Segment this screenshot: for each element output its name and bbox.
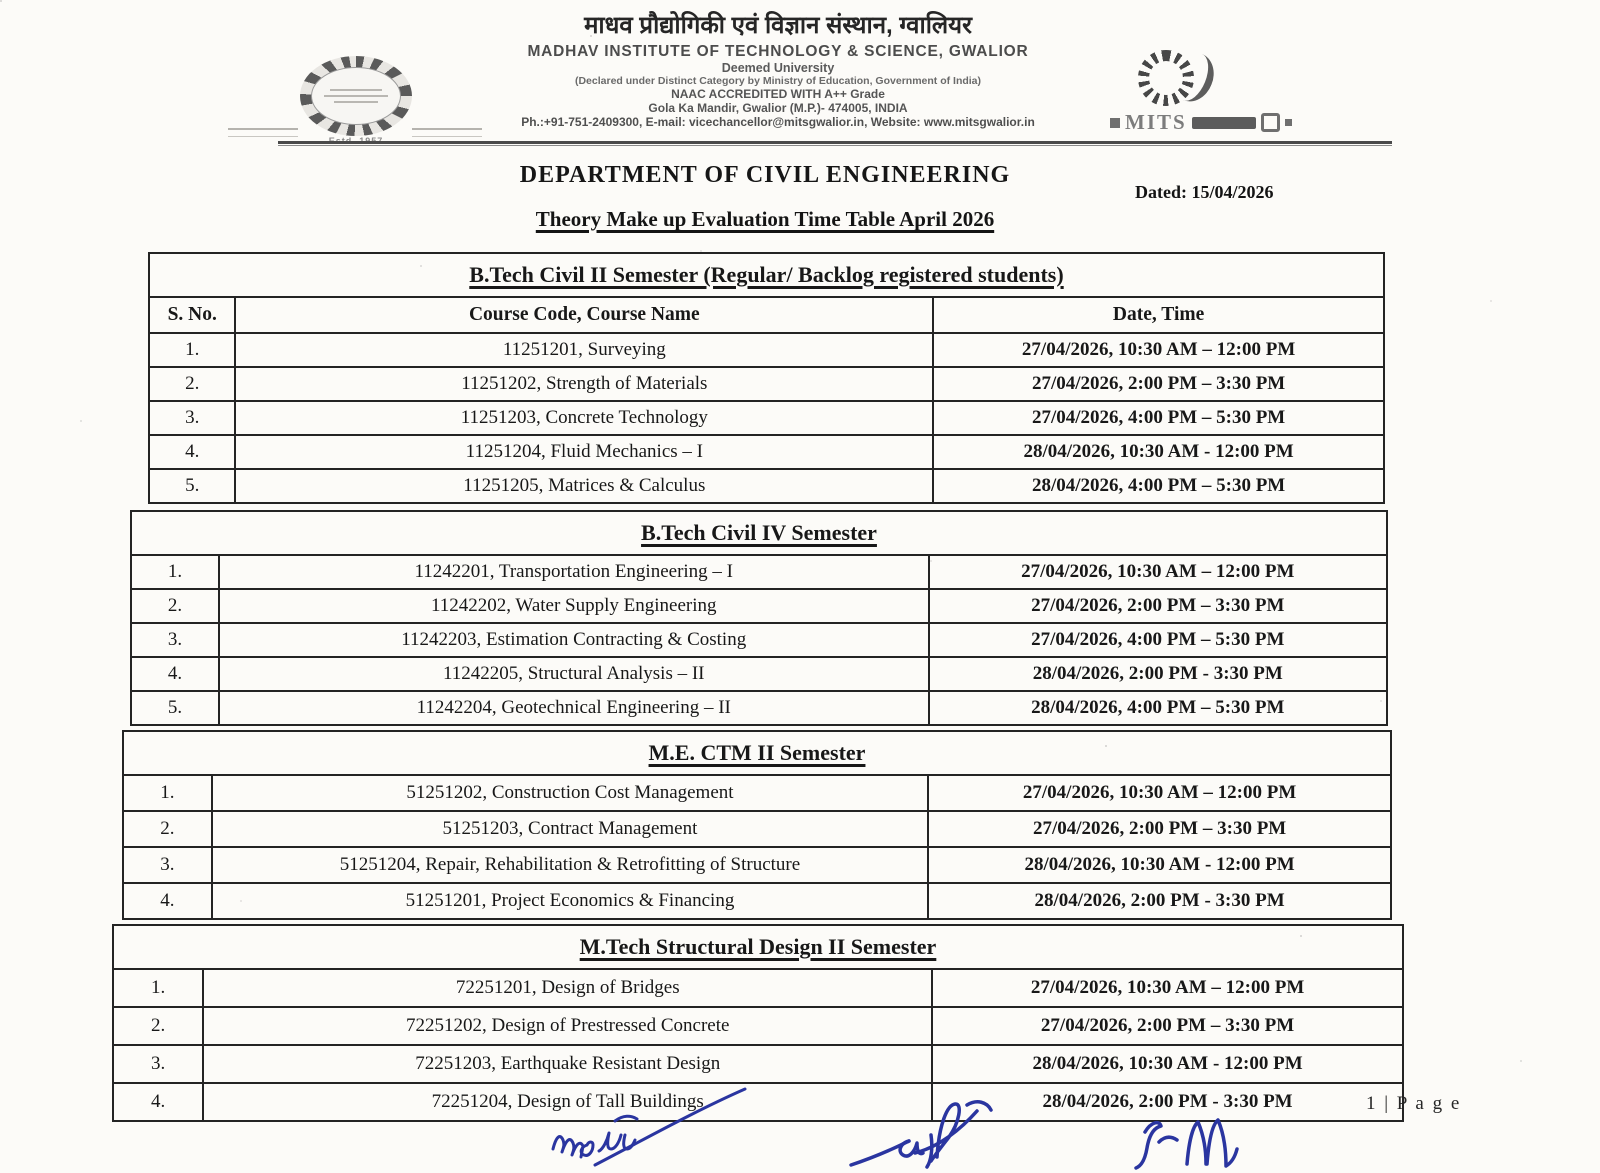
course-cell: 11251202, Strength of Materials [235, 367, 933, 401]
course-cell: 11251204, Fluid Mechanics – I [235, 435, 933, 469]
institute-seal-center [311, 67, 401, 125]
timetable-section-btech-civil-4 [130, 510, 1388, 726]
letterhead-divider [278, 141, 1392, 146]
course-cell: 11251201, Surveying [235, 333, 933, 367]
datetime-cell: 27/04/2026, 10:30 AM – 12:00 PM [932, 969, 1403, 1007]
letterhead-text [438, 0, 1118, 129]
course-cell: 51251202, Construction Cost Management [212, 775, 928, 811]
section-title: M.E. CTM II Semester [648, 740, 866, 765]
deemed-university-line: Deemed University [721, 61, 835, 75]
course-cell: 51251203, Contract Management [212, 811, 928, 847]
course-cell: 11242204, Geotechnical Engineering – II [219, 691, 929, 725]
document-title: Theory Make up Evaluation Time Table April 2026 [535, 207, 995, 231]
datetime-cell: 27/04/2026, 2:00 PM – 3:30 PM [933, 367, 1384, 401]
datetime-cell: 27/04/2026, 2:00 PM – 3:30 PM [928, 811, 1391, 847]
logo-bar-icon [1192, 117, 1256, 129]
naac-line: NAAC ACCREDITED WITH A++ Grade [671, 87, 885, 101]
logo-square-icon [1285, 119, 1292, 126]
department-heading: DEPARTMENT OF CIVIL ENGINEERING [519, 162, 1011, 188]
seal-detail [324, 95, 387, 97]
heading-block [0, 162, 1530, 189]
course-cell: 72251201, Design of Bridges [203, 969, 932, 1007]
sno-cell: 2. [123, 811, 212, 847]
table-row [149, 435, 1384, 469]
datetime-cell: 27/04/2026, 10:30 AM – 12:00 PM [929, 555, 1387, 589]
table-row [149, 401, 1384, 435]
seal-flourish-right [412, 128, 482, 137]
logo-square-icon [1110, 118, 1120, 128]
datetime-cell: 27/04/2026, 2:00 PM – 3:30 PM [932, 1007, 1403, 1045]
datetime-cell: 28/04/2026, 10:30 AM - 12:00 PM [932, 1045, 1403, 1083]
section-title-row [149, 253, 1384, 297]
table-row [131, 555, 1387, 589]
signature-ink [845, 1095, 1085, 1173]
title-block [0, 189, 1530, 232]
datetime-cell: 27/04/2026, 10:30 AM – 12:00 PM [933, 333, 1384, 367]
letterhead [0, 0, 1600, 150]
sno-cell: 4. [123, 883, 212, 919]
column-header-sno: S. No. [149, 297, 235, 333]
table-row [131, 589, 1387, 623]
column-header-row [149, 297, 1384, 333]
mits-logo [1110, 50, 1280, 136]
course-cell: 11242203, Estimation Contracting & Costing [219, 623, 929, 657]
course-cell: 51251201, Project Economics & Financing [212, 883, 928, 919]
datetime-cell: 28/04/2026, 4:00 PM – 5:30 PM [929, 691, 1387, 725]
section-title: B.Tech Civil II Semester (Regular/ Backlog registered students) [469, 262, 1064, 287]
timetable-section-mtech-structural-2 [112, 924, 1404, 1122]
datetime-cell: 27/04/2026, 10:30 AM – 12:00 PM [928, 775, 1391, 811]
dated-label: Dated: 15/04/2026 [1135, 182, 1274, 202]
sno-cell: 3. [131, 623, 219, 657]
sno-cell: 5. [149, 469, 235, 503]
section-title-row [123, 731, 1391, 775]
course-cell: 11242205, Structural Analysis – II [219, 657, 929, 691]
sno-cell: 1. [123, 775, 212, 811]
table-row [113, 1045, 1403, 1083]
mits-wordmark: MITS [1125, 110, 1187, 134]
sno-cell: 4. [113, 1083, 203, 1121]
datetime-cell: 28/04/2026, 10:30 AM - 12:00 PM [933, 435, 1384, 469]
column-header-course: Course Code, Course Name [235, 297, 933, 333]
section-title: M.Tech Structural Design II Semester [579, 934, 937, 959]
address-line: Gola Ka Mandir, Gwalior (M.P.)- 474005, INDIA [648, 101, 908, 115]
datetime-cell: 28/04/2026, 2:00 PM - 3:30 PM [929, 657, 1387, 691]
column-header-datetime: Date, Time [933, 297, 1384, 333]
sno-cell: 2. [113, 1007, 203, 1045]
institute-name-hindi: माधव प्रौद्योगिकी एवं विज्ञान संस्थान, ग्वालियर [584, 12, 972, 39]
signature-ink [545, 1085, 755, 1173]
sno-cell: 2. [149, 367, 235, 401]
sno-cell: 5. [131, 691, 219, 725]
table-row [149, 469, 1384, 503]
declared-line: (Declared under Distinct Category by Ministry of Education, Government of India) [574, 75, 982, 87]
mits-wordmark-row [1110, 110, 1300, 135]
table-row [149, 333, 1384, 367]
sno-cell: 1. [149, 333, 235, 367]
seal-detail [334, 101, 378, 103]
course-cell: 72251204, Design of Tall Buildings [203, 1083, 932, 1121]
datetime-cell: 28/04/2026, 10:30 AM - 12:00 PM [928, 847, 1391, 883]
table-row [131, 623, 1387, 657]
datetime-cell: 28/04/2026, 2:00 PM - 3:30 PM [928, 883, 1391, 919]
seal-flourish-left [228, 128, 298, 137]
table-row [131, 657, 1387, 691]
course-cell: 72251202, Design of Prestressed Concrete [203, 1007, 932, 1045]
logo-ring-icon [1261, 113, 1280, 132]
course-cell: 51251204, Repair, Rehabilitation & Retrofitting of Structure [212, 847, 928, 883]
sno-cell: 3. [113, 1045, 203, 1083]
datetime-cell: 27/04/2026, 4:00 PM – 5:30 PM [929, 623, 1387, 657]
table-row [131, 691, 1387, 725]
table-row [123, 775, 1391, 811]
sno-cell: 4. [149, 435, 235, 469]
table-row [123, 811, 1391, 847]
signature-ink [1125, 1100, 1285, 1173]
section-title-row [131, 511, 1387, 555]
course-cell: 11242201, Transportation Engineering – I [219, 555, 929, 589]
sno-cell: 3. [123, 847, 212, 883]
course-cell: 72251203, Earthquake Resistant Design [203, 1045, 932, 1083]
table-row [149, 367, 1384, 401]
table-row [113, 1007, 1403, 1045]
table-row [113, 969, 1403, 1007]
datetime-cell: 28/04/2026, 2:00 PM - 3:30 PM [932, 1083, 1403, 1121]
course-cell: 11251203, Concrete Technology [235, 401, 933, 435]
course-cell: 11242202, Water Supply Engineering [219, 589, 929, 623]
sno-cell: 3. [149, 401, 235, 435]
datetime-cell: 27/04/2026, 2:00 PM – 3:30 PM [929, 589, 1387, 623]
section-title-row [113, 925, 1403, 969]
course-cell: 11251205, Matrices & Calculus [235, 469, 933, 503]
seal-detail [330, 89, 383, 91]
contact-line: Ph.:+91-751-2409300, E-mail: vicechancellor@mitsgwalior.in, Website: www.mitsgwalior.in [521, 115, 1035, 129]
sno-cell: 4. [131, 657, 219, 691]
sno-cell: 2. [131, 589, 219, 623]
page-number: 1 | P a g e [1366, 1093, 1462, 1114]
table-row [123, 847, 1391, 883]
timetable-section-btech-civil-2 [148, 252, 1385, 504]
institute-name: MADHAV INSTITUTE OF TECHNOLOGY & SCIENCE, GWALIOR [527, 43, 1029, 60]
timetable-section-me-ctm-2 [122, 730, 1392, 920]
seal-caption: Estd. 1957 [328, 136, 384, 146]
datetime-cell: 27/04/2026, 4:00 PM – 5:30 PM [933, 401, 1384, 435]
datetime-cell: 28/04/2026, 4:00 PM – 5:30 PM [933, 469, 1384, 503]
sno-cell: 1. [131, 555, 219, 589]
table-row [123, 883, 1391, 919]
section-title: B.Tech Civil IV Semester [641, 520, 877, 545]
sno-cell: 1. [113, 969, 203, 1007]
institute-seal-icon [300, 56, 412, 136]
